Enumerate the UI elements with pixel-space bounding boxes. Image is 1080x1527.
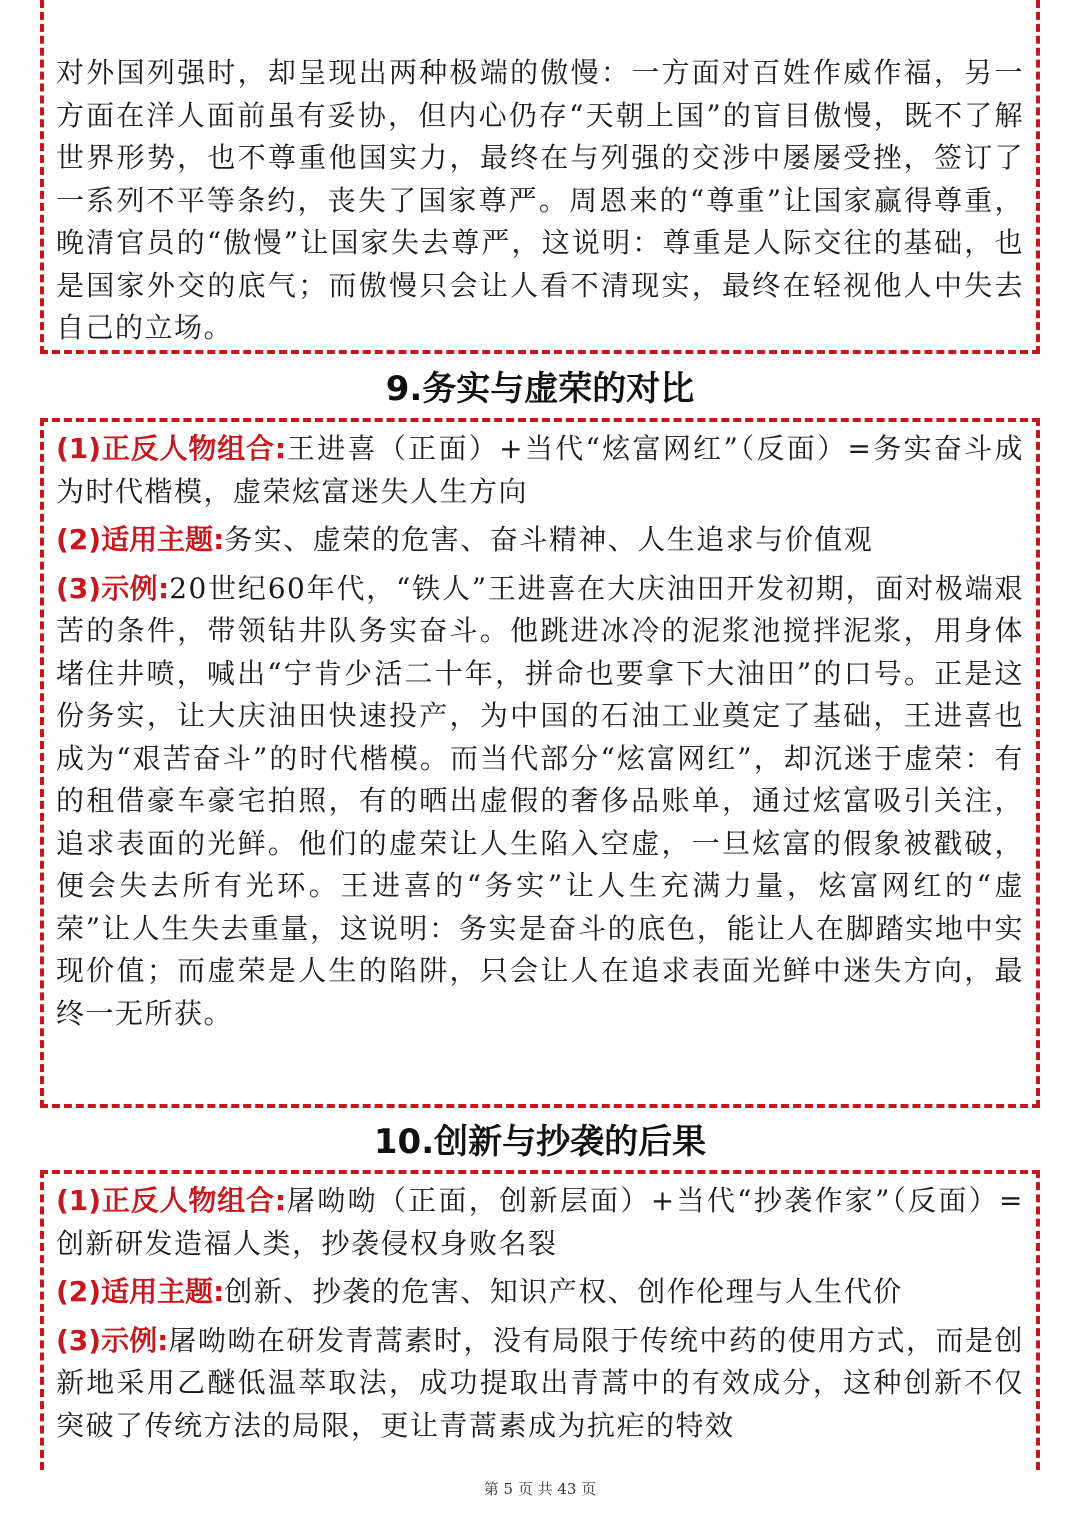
section-10-title: 10.创新与抄袭的后果 <box>373 1122 707 1162</box>
item-text: 屠呦呦在研发青蒿素时，没有局限于传统中药的使用方式，而是创新地采用乙醚低温萃取法，成功提取出青蒿中的有效成分，这种创新不仅突破了传统方法的局限，更让青蒿素成为抗疟的特效 <box>56 1323 1024 1442</box>
item-text: 屠呦呦（正面，创新层面）+当代“抄袭作家”（反面）=创新研发造福人类，抄袭侵权身败名裂 <box>56 1184 1024 1260</box>
item-label: (1)正反人物组合: <box>56 1184 287 1217</box>
top-paragraph: 对外国列强时，却呈现出两种极端的傲慢：一方面对百姓作威作福，另一方面在洋人面前虽有妥协，但内心仍存“天朝上国”的盲目傲慢，既不了解世界形势，也不尊重他国实力，最终在与列强的交涉中屡屡受挫，签订了一系列不平等条约，丧失了国家尊严。周恩来的“尊重”让国家赢得尊重，晚清官员的“傲慢”让国家失去尊严，这说明：尊重是人际交往的基础，也是国家外交的底气；而傲慢只会让人看不清现实，最终在轻视他人中失去自己的立场。 <box>56 56 1024 344</box>
section-9-item-3 <box>56 568 1024 1036</box>
item-label: (3)示例: <box>56 1323 169 1357</box>
item-label: (1)正反人物组合: <box>56 432 287 465</box>
section-9-box <box>40 418 1040 1108</box>
item-label: (3)示例: <box>56 571 170 605</box>
section-10-item-3 <box>56 1320 1024 1448</box>
section-9-item-1 <box>56 428 1024 513</box>
section-10-item-1 <box>56 1180 1024 1265</box>
section-9-item-2 <box>56 519 1024 562</box>
item-text: 王进喜（正面）+当代“炫富网红”（反面）=务实奋斗成为时代楷模，虚荣炫富迷失人生方向 <box>56 432 1024 508</box>
section-10-box <box>40 1170 1040 1470</box>
top-continuation-box <box>40 0 1040 354</box>
item-label: (2)适用主题: <box>56 1275 225 1308</box>
section-10-item-2 <box>56 1271 1024 1314</box>
item-text: 创新、抄袭的危害、知识产权、创作伦理与人生代价 <box>224 1275 903 1308</box>
item-text: 务实、虚荣的危害、奋斗精神、人生追求与价值观 <box>224 523 874 556</box>
item-label: (2)适用主题: <box>56 523 225 556</box>
section-9-title: 9.务实与虚荣的对比 <box>385 369 695 409</box>
page-footer: 第 5 页 共 43 页 <box>483 1480 597 1498</box>
item-text: 20世纪60年代，“铁人”王进喜在大庆油田开发初期，面对极端艰苦的条件，带领钻井队务实奋斗。他跳进冰冷的泥浆池搅拌泥浆，用身体堵住井喷，喊出“宁肯少活二十年，拼命也要拿下大油田”的口号。正是这份务实，让大庆油田快速投产，为中国的石油工业奠定了基础，王进喜也成为“艰苦奋斗”的时代楷模。而当代部分“炫富网红”，却沉迷于虚荣：有的租借豪车豪宅拍照，有的晒出虚假的奢侈品账单，通过炫富吸引关注，追求表面的光鲜。他们的虚荣让人生陷入空虚，一旦炫富的假象被戳破，便会失去所有光环。王进喜的“务实”让人生充满力量，炫富网红的“虚荣”让人生失去重量，这说明：务实是奋斗的底色，能让人在脚踏实地中实现价值；而虚荣是人生的陷阱，只会让人在追求表面光鲜中迷失方向，最终一无所获。 <box>56 571 1025 1030</box>
